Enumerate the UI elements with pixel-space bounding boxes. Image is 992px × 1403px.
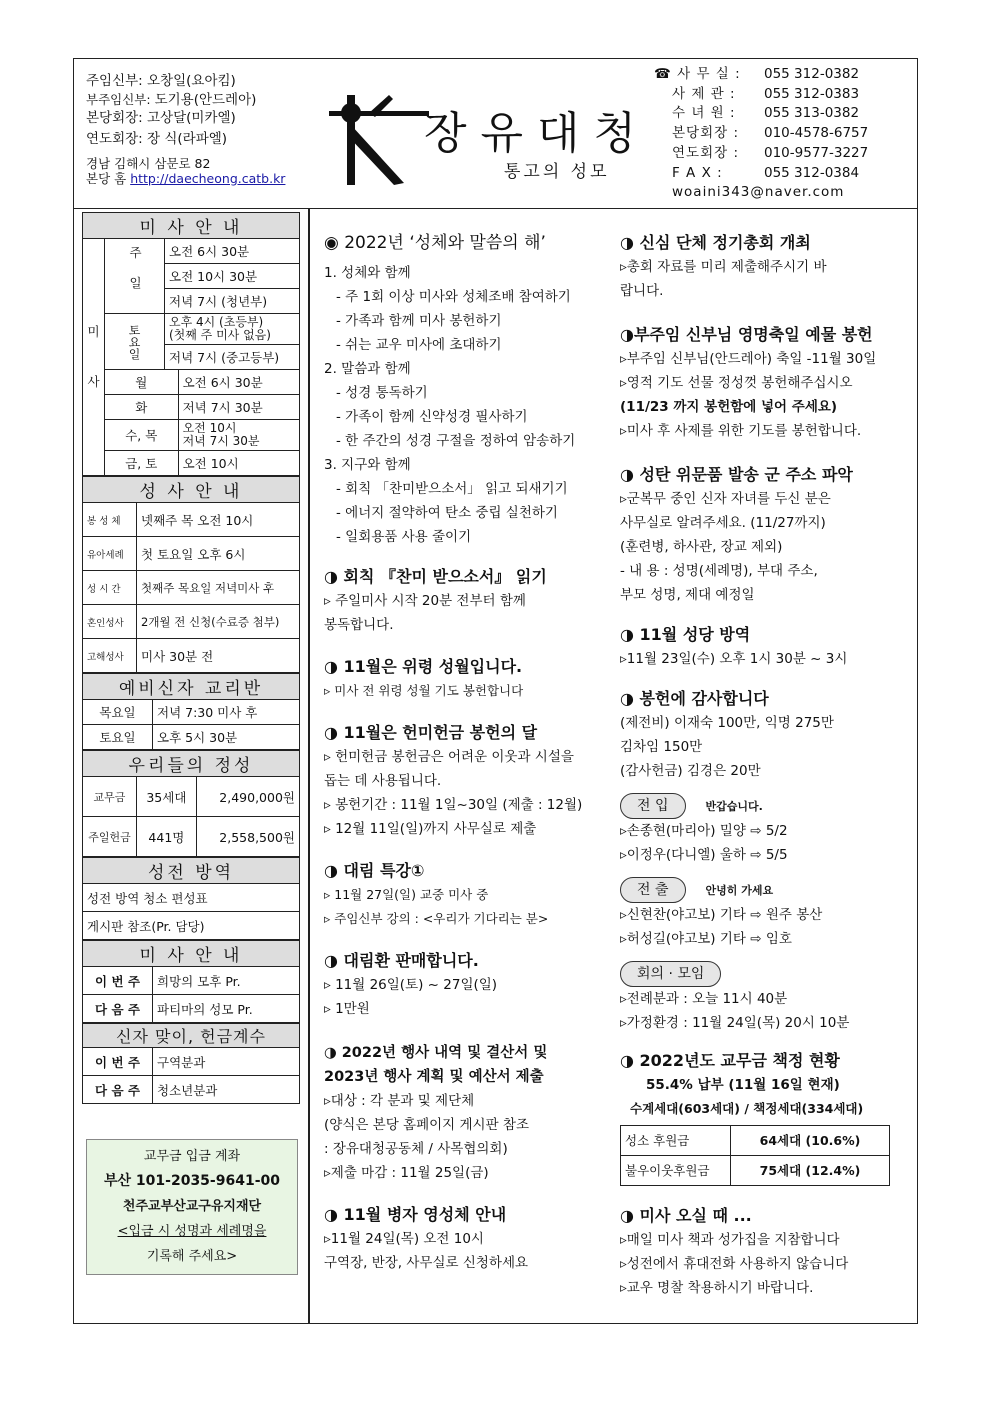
handwritten-greeting: 안녕히 가세요: [705, 884, 774, 897]
contact-value: 055 312-0383: [764, 85, 860, 102]
section-title: 우리들의 정성: [83, 751, 300, 777]
sacrament-value: 첫째주 목요일 저녁미사 후: [137, 571, 300, 605]
cleaning-table: [82, 857, 300, 940]
move-out-badge: 전 출: [620, 877, 686, 903]
notice-line: 랍니다.: [620, 283, 664, 299]
mass-time: 오전 10시: [182, 421, 237, 435]
notice-line: 봉독합니다.: [324, 617, 394, 633]
week-label: 이 번 주: [83, 967, 153, 995]
account-note: 기록해 주세요>: [146, 1249, 238, 1264]
week-label: 이 번 주: [83, 1048, 153, 1076]
day-label: 수, 목: [105, 420, 179, 451]
staff-name: 오창일(요아킴): [147, 73, 236, 89]
day-label: 토요일: [83, 725, 153, 750]
section-title: 미 사 안 내: [83, 213, 300, 239]
contact-label: 사 제 관 :: [672, 85, 736, 102]
account-note: <입금 시 성명과 세례명을: [117, 1224, 267, 1239]
offering-amount: 2,490,000원: [196, 777, 299, 817]
mass-time: 오전 6시 30분: [178, 370, 299, 395]
notice-line: ▹매일 미사 책과 성가집을 지참합니다: [620, 1232, 840, 1248]
notice-title: ◑ 11월 성당 방역: [620, 625, 751, 644]
notice-line: - 주 1회 이상 미사와 성체조배 참여하기: [336, 289, 571, 305]
class-time: 오후 5시 30분: [153, 725, 300, 750]
offering-label: 교무금: [83, 777, 137, 817]
sidebar: [82, 212, 300, 1104]
notice-line: ▹11월 23일(수) 오후 1시 30분 ~ 3시: [620, 651, 848, 667]
week-label: 다 음 주: [83, 1076, 153, 1104]
sacrament-label: 성 시 간: [83, 571, 137, 605]
notice-line: (제전비) 이재숙 100만, 익명 275만: [620, 715, 834, 731]
staff-name: 장 식(라파엘): [147, 131, 228, 147]
notice-line: ▹미사 후 사제를 위한 기도를 봉헌합니다.: [620, 423, 862, 439]
staff-name: 고상달(미카엘): [147, 110, 236, 126]
sacrament-label: 유아세례: [83, 537, 137, 571]
account-number: 부산 101-2035-9641-00: [104, 1173, 280, 1189]
contact-label: 본당회장 :: [672, 125, 740, 142]
notice-line: ▹가정환경 : 11월 24일(목) 20시 10분: [620, 1015, 850, 1031]
notice-title: ◉ 2022년 ‘성체와 말씀의 해’: [324, 233, 546, 253]
day-label: 화: [105, 395, 179, 420]
notice-line: : 장유대청공동체 / 사목협의회): [324, 1141, 508, 1157]
cleaning-line: 게시판 참조(Pr. 담당): [83, 912, 300, 940]
meeting-badge: 회의 · 모임: [620, 961, 721, 987]
sacrament-value: 넷째주 목 오전 10시: [137, 503, 300, 537]
notice-line: ▹ 1만원: [324, 1001, 370, 1017]
move-in-badge: 전 입: [620, 793, 686, 819]
day-label: 목요일: [83, 700, 153, 725]
mass-duty-table: [82, 940, 300, 1023]
notice-line: ▹전례분과 : 오늘 11시 40분: [620, 991, 788, 1007]
notice-line: ▹11월 24일(목) 오전 10시: [324, 1231, 484, 1247]
sacrament-value: 2개월 전 신청(수료증 첨부): [137, 605, 300, 639]
notice-title: ◑ 대림환 판매합니다.: [324, 951, 479, 970]
offering-amount: 2,558,500원: [196, 817, 299, 857]
notice-title: ◑ 신심 단체 정기총회 개최: [620, 233, 811, 252]
staff-label: 본당회장:: [86, 110, 143, 126]
notice-line: ▹군복무 중인 신자 자녀를 두신 분은: [620, 491, 831, 507]
email[interactable]: woaini343@naver.com: [672, 184, 845, 201]
saturday-label: 토요일: [105, 314, 165, 370]
notice-line: ▹부주임 신부님(안드레아) 축일 -11월 30일: [620, 351, 877, 367]
notice-line: - 에너지 절약하여 탄소 중립 실천하기: [336, 505, 558, 521]
sunday-label: 주일: [105, 239, 165, 314]
account-box: [86, 1139, 298, 1275]
section-title: 신자 맞이, 헌금계수: [83, 1024, 300, 1048]
mass-time: 오전 6시 30분: [165, 239, 300, 264]
contact-label: 연도회장 :: [672, 144, 740, 161]
section-title: 성 사 안 내: [83, 477, 300, 503]
notice-title: ◑ 미사 오실 때 ...: [620, 1206, 752, 1225]
notice-line: 1. 성체와 함께: [324, 265, 411, 281]
notice-title: ◑ 대림 특강①: [324, 861, 425, 880]
notice-title: ◑부주임 신부님 영명축일 예물 봉헌: [620, 325, 873, 344]
duty-group: 청소년분과: [153, 1076, 300, 1104]
sacrament-value: 미사 30분 전: [137, 639, 300, 673]
parish-title: 장유대청: [424, 108, 651, 159]
staff-label: 연도회장:: [86, 131, 143, 147]
column-divider: [308, 209, 310, 1323]
notice-line: - 내 용 : 성명(세례명), 부대 주소,: [620, 563, 818, 579]
mass-time: 저녁 7시 (중고등부): [165, 345, 300, 370]
notice-title: ◑ 성탄 위문품 발송 군 주소 파악: [620, 465, 853, 484]
notice-line: - 일회용품 사용 줄이기: [336, 529, 472, 545]
notice-line: 수계세대(603세대) / 책정세대(334세대): [630, 1101, 864, 1116]
duty-group: 구역분과: [153, 1048, 300, 1076]
contact-label: 수 녀 원 :: [672, 105, 736, 122]
notice-line: 55.4% 납부 (11월 16일 현재): [646, 1077, 840, 1093]
mass-label: 미 사: [83, 239, 105, 476]
mass-time: 저녁 7시 30분: [182, 434, 260, 448]
notice-line: 3. 지구와 함께: [324, 457, 411, 473]
sacrament-label: 고해성사: [83, 639, 137, 673]
sacrament-table: [82, 476, 300, 673]
mass-note: (첫째 주 미사 없음): [169, 328, 271, 342]
notice-line: ▹ 11월 27일(일) 교중 미사 중: [324, 887, 489, 902]
sacrament-label: 혼인성사: [83, 605, 137, 639]
staff-label: 주임신부:: [86, 73, 143, 89]
notice-line: ▹ 헌미헌금 봉헌금은 어려운 이웃과 시설을: [324, 749, 574, 765]
offering-table: [82, 750, 300, 857]
notice-line: ▹ 봉헌기간 : 11월 1일~30일 (제출 : 12월): [324, 797, 583, 813]
header: [74, 59, 917, 209]
mass-time: 저녁 7시 (청년부): [165, 289, 300, 314]
notice-line: 구역장, 반장, 사무실로 신청하세요: [324, 1255, 529, 1271]
cleaning-line: 성전 방역 청소 편성표: [83, 884, 300, 912]
notice-line: 2. 말씀과 함께: [324, 361, 411, 377]
cross-logo-icon: [329, 95, 429, 185]
mass-time: 오전 10시 30분: [165, 264, 300, 289]
day-label: 금, 토: [105, 451, 179, 476]
mass-time: 오전 10시: [178, 451, 299, 476]
notice-line: ▹ 12월 11일(일)까지 사무실로 제출: [324, 821, 537, 837]
column-right: [620, 231, 920, 1300]
notice-title: ◑ 11월 병자 영성체 안내: [324, 1205, 507, 1224]
account-holder: 천주교부산교구유지재단: [122, 1199, 262, 1214]
notice-line: (훈련병, 하사관, 장교 제외): [620, 539, 783, 555]
support-label: 성소 후원금: [621, 1126, 731, 1156]
notice-title: 2023년 행사 계획 및 예산서 제출: [324, 1069, 544, 1085]
notice-line: ▹손종현(마리아) 밀양 ⇨ 5/2: [620, 823, 788, 839]
contact-value: 055 313-0382: [764, 105, 860, 122]
notice-line: ▹신현찬(야고보) 기타 ⇨ 원주 봉산: [620, 907, 823, 923]
support-value: 64세대 (10.6%): [731, 1126, 890, 1156]
parish-subtitle: 통고의 성모: [504, 162, 610, 182]
notice-line: ▹제출 마감 : 11월 25일(금): [324, 1165, 489, 1181]
notice-title: ◑ 회칙 『찬미 받으소서』 읽기: [324, 567, 547, 586]
notice-line: ▹총회 자료를 미리 제출해주시기 바: [620, 259, 827, 275]
contact-value: 055 312-0382: [764, 66, 860, 82]
notice-line: - 한 주간의 성경 구절을 정하여 암송하기: [336, 433, 576, 449]
staff-list: [86, 71, 285, 186]
sacrament-value: 첫 토요일 오후 6시: [137, 537, 300, 571]
offering-count: 441명: [137, 817, 197, 857]
staff-label: 부주임신부:: [86, 92, 151, 107]
offering-count: 35세대: [137, 777, 197, 817]
notice-title: ◑ 2022년 행사 내역 및 결산서 및: [324, 1045, 548, 1061]
greeting-table: [82, 1023, 300, 1104]
notice-title: ◑ 11월은 헌미헌금 봉헌의 달: [324, 723, 538, 742]
column-center: [324, 231, 614, 1275]
home-link[interactable]: http://daecheong.catb.kr: [130, 171, 286, 186]
notice-line: ▹ 11월 26일(토) ~ 27일(일): [324, 977, 498, 993]
notice-line: - 쉬는 교우 미사에 초대하기: [336, 337, 502, 353]
sacrament-label: 봉 성 체: [83, 503, 137, 537]
support-value: 75세대 (12.4%): [731, 1156, 890, 1186]
class-time: 저녁 7:30 미사 후: [153, 700, 300, 725]
contact-value: 055 312-0384: [764, 164, 860, 181]
notice-line: 김차임 150만: [620, 739, 703, 755]
mass-time: 저녁 7시 30분: [178, 395, 299, 420]
duty-group: 파티마의 성모 Pr.: [153, 995, 300, 1023]
contact-list: [654, 65, 868, 203]
notice-line: - 가족과 함께 미사 봉헌하기: [336, 313, 502, 329]
staff-name: 도기용(안드레아): [154, 92, 257, 108]
section-title: 성전 방역: [83, 858, 300, 884]
support-table: [620, 1125, 890, 1186]
offering-label: 주일헌금: [83, 817, 137, 857]
notice-line: 돕는 데 사용됩니다.: [324, 773, 442, 789]
notice-line: ▹이정우(다니엘) 울하 ⇨ 5/5: [620, 847, 788, 863]
bulletin-frame: [73, 58, 918, 1324]
mass-schedule-table: [82, 212, 300, 476]
notice-line: - 회칙 「찬미받으소서」 읽고 되새기기: [336, 481, 568, 497]
notice-line: ▹성전에서 휴대전화 사용하지 않습니다: [620, 1256, 849, 1272]
support-label: 불우이웃후원금: [621, 1156, 731, 1186]
notice-line: ▹ 주임신부 강의 : <우리가 기다리는 분>: [324, 911, 549, 926]
account-title: 교무금 입금 계좌: [143, 1149, 241, 1164]
notice-line: (양식은 본당 홈페이지 게시판 참조: [324, 1117, 530, 1133]
notice-title: ◑ 봉헌에 감사합니다: [620, 689, 769, 708]
notice-line: ▹대상 : 각 분과 및 제단체: [324, 1093, 475, 1109]
notice-title: ◑ 2022년도 교무금 책정 현황: [620, 1051, 840, 1070]
notice-line: (11/23 까지 봉헌함에 넣어 주세요): [620, 399, 838, 415]
catechism-table: [82, 673, 300, 750]
notice-line: ▹교우 명찰 착용하시기 바랍니다.: [620, 1280, 814, 1296]
mass-time: 오후 4시 (초등부): [169, 315, 264, 329]
contact-value: 010-4578-6757: [764, 125, 869, 142]
notice-line: 사무실로 알려주세요. (11/27까지): [620, 515, 826, 531]
section-title: 예비신자 교리반: [83, 674, 300, 700]
contact-label: F A X :: [672, 164, 723, 181]
notice-line: - 성경 통독하기: [336, 385, 428, 401]
notice-line: ▹ 주일미사 시작 20분 전부터 함께: [324, 593, 526, 609]
notice-line: ▹영적 기도 선물 정성껏 봉헌해주십시오: [620, 375, 853, 391]
section-title: 미 사 안 내: [83, 941, 300, 967]
duty-group: 희망의 모후 Pr.: [153, 967, 300, 995]
week-label: 다 음 주: [83, 995, 153, 1023]
notice-line: (감사헌금) 김경은 20만: [620, 763, 761, 779]
contact-value: 010-9577-3227: [764, 144, 869, 161]
address: 경남 김해시 삼문로 82: [86, 156, 211, 171]
notice-line: 부모 성명, 제대 예정일: [620, 587, 755, 603]
home-label: 본당 홈: [86, 171, 127, 186]
contact-label: ☎ 사 무 실 :: [654, 66, 741, 82]
handwritten-greeting: 반갑습니다.: [705, 800, 763, 813]
notice-line: ▹ 미사 전 위령 성월 기도 봉헌합니다: [324, 683, 524, 698]
notice-title: ◑ 11월은 위령 성월입니다.: [324, 657, 523, 676]
day-label: 월: [105, 370, 179, 395]
notice-line: ▹허성길(야고보) 기타 ⇨ 임호: [620, 931, 792, 947]
notice-line: - 가족이 함께 신약성경 필사하기: [336, 409, 528, 425]
